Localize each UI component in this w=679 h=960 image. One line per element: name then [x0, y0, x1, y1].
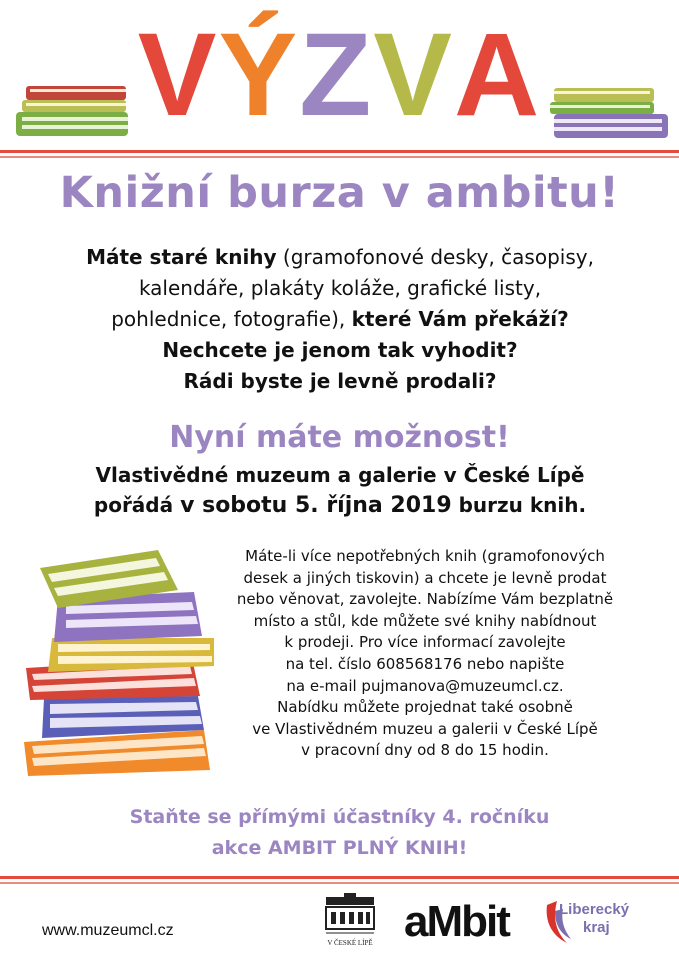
now-heading: Nyní máte možnost! — [169, 420, 510, 455]
intro-bold-3: které Vám překáží? — [351, 307, 569, 331]
organizer-line-2 — [40, 490, 640, 521]
intro-line-2: kalendáře, plakáty koláže, grafické listy, — [138, 276, 542, 300]
info-line: Nabídku můžete projednat také osobně — [277, 698, 573, 717]
intro-bold-1: Máte staré knihy — [86, 245, 277, 269]
ambit-logo: aMbit — [404, 897, 509, 946]
museum-logo-caption: V ČESKÉ LÍPĚ — [327, 939, 373, 947]
footer-divider-thin — [0, 882, 679, 884]
info-paragraph — [215, 546, 635, 762]
title-letter-1: V — [137, 9, 219, 141]
callout-line-1: Staňte se přímými účastníky 4. ročníku — [129, 806, 550, 828]
info-line-phone: na tel. číslo 608568176 nebo napište — [285, 654, 565, 673]
organizer-part-a: pořádá — [93, 493, 181, 517]
info-line-hours: v pracovní dny od 8 do 15 hodin. — [301, 741, 549, 760]
callout — [0, 802, 679, 864]
intro-plain-3: pohlednice, fotografie), — [111, 307, 352, 331]
title-divider — [0, 150, 679, 153]
info-line: nebo věnovat, zavolejte. Nabízíme Vám bezplatně — [236, 590, 614, 609]
intro-line-4 — [40, 335, 640, 366]
kraj-logo-line-2: kraj — [583, 919, 610, 936]
title-divider-thin — [0, 156, 679, 158]
book-stack-right-icon — [548, 84, 670, 140]
info-line: k prodeji. Pro více informací zavolejte — [284, 633, 566, 652]
liberecky-kraj-logo — [543, 897, 643, 949]
event-date: v sobotu 5. října 2019 — [180, 493, 452, 518]
book-stack-icon — [18, 546, 223, 776]
organizer-part-b: burzu knih. — [451, 493, 587, 517]
footer-divider — [0, 876, 679, 879]
title-letter-3: Z — [299, 9, 374, 141]
intro-bold-4: Nechcete je jenom tak vyhodit? — [162, 338, 518, 362]
info-line: desek a jiných tiskovin) a chcete je levně prodat — [243, 568, 607, 587]
intro-rest-1: (gramofonové desky, časopisy, — [276, 245, 594, 269]
intro-line-5 — [40, 366, 640, 397]
title-word — [138, 10, 541, 140]
title-letter-2: Ý — [218, 9, 300, 141]
book-stack-left-icon — [14, 84, 132, 140]
organizer-line-1: Vlastivědné muzeum a galerie v České Lípě — [95, 463, 585, 487]
title-letter-5: A — [454, 9, 542, 141]
intro-bold-5: Rádi byste je levně prodali? — [183, 369, 497, 393]
info-line: místo a stůl, kde můžete své knihy nabídnout — [253, 611, 597, 630]
title-letter-4: V — [373, 9, 455, 141]
website-link[interactable]: www.muzeumcl.cz — [42, 922, 174, 939]
info-line: ve Vlastivědném muzeu a galerii v České Lípě — [252, 719, 598, 738]
organizer-text — [40, 460, 640, 521]
intro-line-1 — [40, 242, 640, 273]
kraj-logo-line-1: Liberecký — [559, 901, 630, 918]
info-line-email: na e-mail pujmanova@muzeumcl.cz. — [286, 676, 564, 695]
callout-line-2: akce AMBIT PLNÝ KNIH! — [211, 837, 468, 859]
museum-logo-icon — [322, 893, 378, 949]
intro-line-3 — [40, 304, 640, 335]
intro-text — [40, 242, 640, 397]
headline: Knižní burza v ambitu! — [59, 168, 620, 218]
info-line: Máte-li více nepotřebných knih (gramofonových — [245, 547, 605, 565]
